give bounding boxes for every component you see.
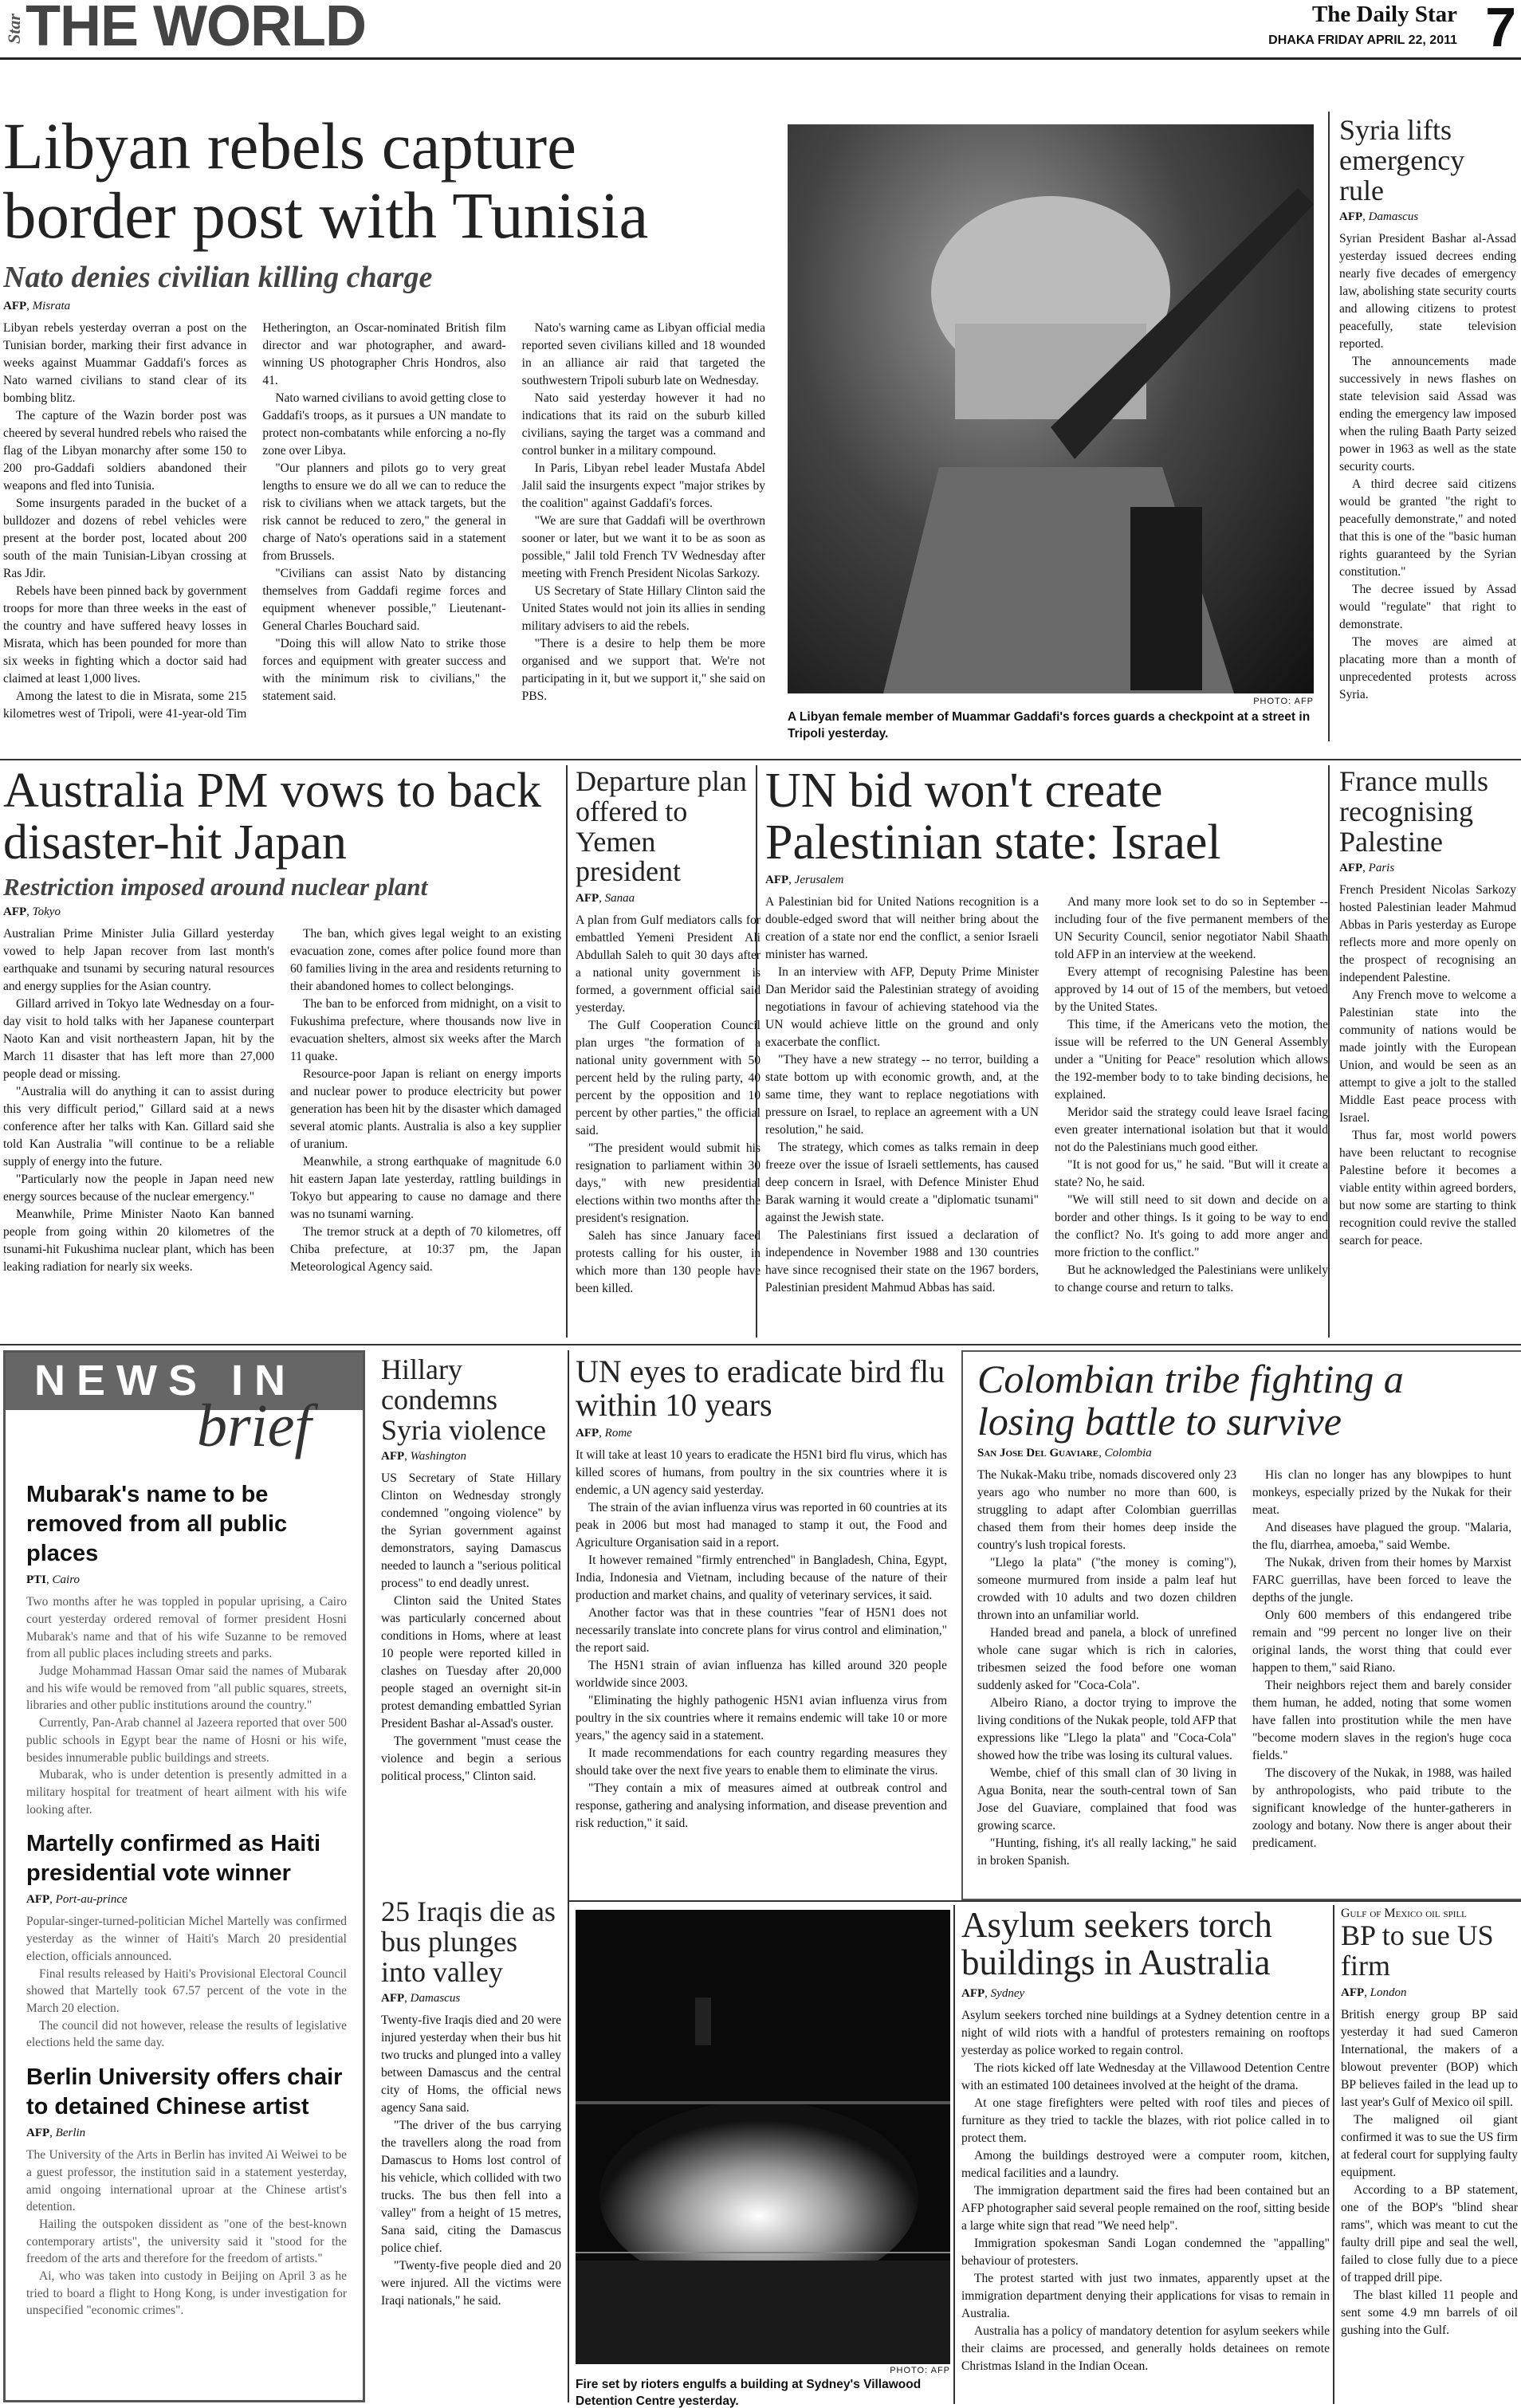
paragraph: Mubarak, who is under detention is presently admitted in a military hospital for treatment of heart ailment with his wife looking after. (26, 1768, 347, 1817)
paragraph: "We are sure that Gaddafi will be overthrown sooner or later, but we want it to be as soon as possible," Jalil told French TV Wednesday after meeting with French President Nicolas Sarkozy. (521, 514, 765, 581)
yemen-headline: Departure plan offered to Yemen president (576, 767, 747, 888)
paragraph: French President Nicolas Sarkozy hosted Palestinian leader Mahmud Abbas in Paris yesterday as Europe reflects more and more openly on the prospect of recognising an independent Palestine. (1339, 883, 1516, 985)
brief-item-byline: PTI, Cairo (26, 1573, 80, 1587)
photo-libya-caption: A Libyan female member of Muammar Gaddafi's forces guards a checkpoint at a street in Tripoli yesterday. (788, 710, 1311, 740)
paragraph: Currently, Pan-Arab channel al Jazeera reported that over 500 public schools in Egypt bear the name of Hosni or his wife, besides innumerable public buildings and streets. (26, 1716, 347, 1765)
paragraph: The riots kicked off late Wednesday at the Villawood Detention Centre with an estimated 100 detainees involved at the height of the drama. (961, 2060, 1330, 2092)
syria-story (1339, 116, 1516, 753)
paragraph: Hailing the outspoken dissident as "one of the best-known contemporary artists", the university said it "stood for the freedom of the arts and therefore for the freedom of artists." (26, 2217, 347, 2266)
bp-body (1341, 2006, 1518, 2339)
paragraph: Meanwhile, Prime Minister Naoto Kan banned people from going within 20 kilometres of the tsunami-hit Fukushima nuclear plant, which has been leaking radiation for nearly six weeks. (3, 1208, 274, 1275)
paragraph: The H5N1 strain of avian influenza has killed around 320 people worldwide since 2003. (576, 1659, 947, 1690)
side-logo: Star (4, 14, 24, 44)
paragraph: Final results released by Haiti's Provisional Electoral Council showed that Martelly took 67.57 percent of the vote in the March 20 election. (26, 1966, 347, 2015)
rule-v4 (1328, 765, 1330, 1338)
brief-item (26, 1480, 347, 1818)
paragraph: "We will still need to sit down and decide on a border and other things. Is it going to be way to end the conflict? No. It's going to add more anger and more friction to the conflict." (1055, 1193, 1328, 1260)
rule-v3 (756, 765, 757, 1338)
australia-byline: AFP, Tokyo (3, 905, 61, 919)
paragraph: Judge Mohammad Hassan Omar said the names of Mubarak and his wife would be removed from "all public squares, streets, libraries and other public institutions around the country." (26, 1664, 347, 1713)
paragraph: The Nukak-Maku tribe, nomads discovered only 23 years ago who number no more than 600, is struggling to adapt after Colombian guerrillas chased them from their homes deep inside the country's lush tropical forests. (977, 1468, 1236, 1552)
paragraph: "The president would submit his resignation to parliament within 30 days," with new presidential elections within two months after the president's resignation. (576, 1141, 760, 1226)
birdflu-headline: UN eyes to eradicate bird flu within 10 years (576, 1355, 945, 1423)
photo-libya-credit: PHOTO: AFP (1253, 697, 1314, 706)
rule-v6 (953, 1905, 955, 2404)
birdflu-byline: AFP, Rome (576, 1427, 632, 1440)
paragraph: The decree issued by Assad would "regulate" that right to demonstrate. (1339, 583, 1516, 632)
paragraph: The capture of the Wazin border post was cheered by several hundred rebels who raised the flag of the Libyan monarchy after some 150 to 200 pro-Gaddafi soldiers abandoned their weapons and fled into Tunisia. (3, 409, 247, 493)
brief-item-byline: AFP, Berlin (26, 2127, 86, 2140)
paragraph: Clinton said the United States was particularly concerned about conditions in Homs, where at least 10 people were reported killed in clashes on Tuesday after 20,000 people staged an overnight sit-in protest demanding embattled Syrian President Bashar al-Assad's ouster. (381, 1594, 561, 1731)
rule-v7 (1333, 1905, 1334, 2404)
libya-byline: AFP, Misrata (3, 300, 71, 313)
brief-item-headline: Martelly confirmed as Haiti presidential vote winner (26, 1831, 321, 1887)
paragraph: "It is not good for us," he said. "But will it create a state? No, he said. (1055, 1158, 1328, 1190)
syria-body (1339, 230, 1516, 704)
paragraph: US Secretary of State Hillary Clinton on Wednesday strongly condemned "ongoing violence" by the Syrian government against demonstrators, saying Damascus needed to launch a "serious political process" to end deadly unrest. (381, 1471, 561, 1591)
paragraph: Australian Prime Minister Julia Gillard yesterday vowed to help Japan recover from last month's earthquake and tsunami by securing natural resources and energy supplies for the Asian country. (3, 927, 274, 994)
paragraph: Another factor was that in these countries "fear of H5N1 does not necessarily translate into concrete plans for virus control and elimination," the report said. (576, 1606, 947, 1655)
libya-story (3, 112, 765, 749)
paragraph: According to a BP statement, one of the BOP's "blind shear rams", which was meant to cut the faulty drill pipe and seal the well, failed to close fully due to a piece of trapped drill pipe. (1341, 2182, 1518, 2284)
paragraph: The University of the Arts in Berlin has invited Ai Weiwei to be a guest professor, the institution said in a statement yesterday, amid ongoing international uproar at the Chinese artist's detention. (26, 2148, 347, 2214)
paragraph: It will take at least 10 years to eradicate the H5N1 bird flu virus, which has killed scores of humans, from poultry in the six countries where it is endemic, a UN agency said yesterday. (576, 1448, 947, 1497)
paragraph: Saleh has since January faced protests calling for his ouster, in which more than 130 people have been killed. (576, 1229, 760, 1296)
photo-sydney-image (576, 1910, 950, 2364)
section-title: THE WORLD (26, 0, 366, 57)
paragraph: The Nukak, driven from their homes by Marxist FARC guerrillas, have been forced to leave the depths of the jungle. (1252, 1556, 1511, 1605)
paragraph: Wembe, chief of this small clan of 30 living in Agua Bonita, near the south-central town of San Jose del Guaviare, complained that food was growing scarce. (977, 1766, 1236, 1833)
paragraph: The announcements made successively in news flashes on state television said Assad was ending the emergency law imposed when the ruling Baath Party seized power in 1963 as well as the state security courts. (1339, 355, 1516, 474)
news-in-brief (3, 1350, 365, 2402)
brief-title-top: NEWS IN (34, 1357, 297, 1404)
paragraph: Ai, who was taken into custody in Beijing on April 3 as he tried to board a flight to Hong Kong, is under investigation for unspecified "economic crimes". (26, 2269, 347, 2318)
paragraph: The immigration department said the fires had been contained but an AFP photographer said several people remained on the roof, sitting beside a large white sign that read "We need help". (961, 2183, 1330, 2233)
brief-item (26, 1829, 347, 2052)
paragraph: Nato's warning came as Libyan official media reported seven civilians killed and 18 wounded in an alliance air raid that targeted the southwestern Tripoli suburb late on Wednesday. (521, 321, 765, 388)
paragraph: "Particularly now the people in Japan need new energy sources because of the nuclear emergency." (3, 1173, 274, 1204)
paragraph: It made recommendations for each country regarding measures they should take over the next five years to enable them to eliminate the virus. (576, 1746, 947, 1778)
bp-story (1341, 1907, 1518, 2406)
palestine-headline: UN bid won't create Palestinian state: Israel (765, 765, 1221, 870)
paragraph: Immigration spokesman Sandi Logan condemned the "appalling" behaviour of protesters. (961, 2236, 1330, 2268)
paragraph: Asylum seekers torched nine buildings at a Sydney detention centre in a night of wild riots with a handful of protesters remaining on rooftops yesterday as police worked to regain control. (961, 2008, 1330, 2057)
paragraph: The Palestinians first issued a declaration of independence in November 1988 and 130 countries have since recognised their state on the 1967 borders, Palestinian president Mahmud Abbas has said. (765, 1228, 1039, 1295)
hillary-byline: AFP, Washington (381, 1450, 466, 1463)
yemen-byline: AFP, Sanaa (576, 892, 635, 905)
paragraph: It however remained "firmly entrenched" in Bangladesh, China, Egypt, India, Indonesia and Vietnam, including because of the nature of their production and market chains, and quality of veterinary services, it said. (576, 1554, 947, 1602)
paper-name: The Daily Star (1311, 2, 1457, 27)
masthead (0, 0, 1521, 57)
australia-body (3, 925, 561, 1332)
france-byline: AFP, Paris (1339, 862, 1395, 875)
paragraph: But he acknowledged the Palestinians were unlikely to change course and return to talks. (1055, 1263, 1328, 1295)
france-body (1339, 882, 1516, 1250)
paragraph: A third decree said citizens would be granted "the right to peacefully demonstrate," and noted that this is one of the "basic human rights guaranteed by the Syrian constitution." (1339, 477, 1516, 579)
paragraph: "They contain a mix of measures aimed at outbreak control and response, gathering and analysing information, and disease prevention and risk reduction," it said. (576, 1781, 947, 1830)
paragraph: The government "must cease the violence and begin a serious political process," Clinton said. (381, 1734, 561, 1784)
photo-sydney (576, 1910, 950, 2364)
paragraph: US Secretary of State Hillary Clinton said the United States would not join its allies in sending military advisers to aid the rebels. (521, 584, 765, 634)
paragraph: In Paris, Libyan rebel leader Mustafa Abdel Jalil said the insurgents expect "major strikes by the coalition" against Gaddafi's forces. (521, 462, 765, 511)
birdflu-story (576, 1355, 947, 1897)
paragraph: Albeiro Riano, a doctor trying to improve the living conditions of the Nukak people, told AFP that expressions like "Llego la plata" and "Coca-Cola" showed how the tribe was losing its cultural values. (977, 1696, 1236, 1762)
asylum-headline: Asylum seekers torch buildings in Australia (961, 1907, 1272, 1983)
paragraph: The blast killed 11 people and sent some 4.9 mn barrels of oil gushing into the Gulf. (1341, 2288, 1518, 2337)
paragraph: The ban, which gives legal weight to an existing evacuation zone, comes after police found more than 60 families living in the area and residents returning to their abandoned homes to collect belongings. (290, 927, 561, 994)
brief-title-bottom: brief (197, 1393, 312, 1459)
paragraph: Gillard arrived in Tokyo late Wednesday on a four-day visit to hold talks with her Japanese counterpart Naoto Kan and visit northeastern Japan, hit by the March 11 disaster that has left more than 27,000 people dead or missing. (3, 997, 274, 1082)
rule-v2 (566, 765, 568, 1338)
paragraph: Their neighbors reject them and barely consider them human, he added, noting that some women have fallen into prostitution while the men have "become modern slaves in the region's huge coca fields." (1252, 1679, 1511, 1762)
yemen-body (576, 912, 760, 1298)
paragraph: Meridor said the strategy could leave Israel facing even greater international isolation but that it would not do the Palestinians much good either. (1055, 1106, 1328, 1155)
paragraph: Only 600 members of this endangered tribe remain and "99 percent no longer live on their original lands, the worst thing that could ever happen to them," said Riano. (1252, 1609, 1511, 1675)
rule-h3 (568, 1900, 1521, 1902)
paragraph: Rebels have been pinned back by government troops for more than three weeks in the east of the country and have suffered heavy losses in Misrata, which has been pounded for more than six weeks in fighting which a doctor said had claimed at least 1,000 lives. (3, 584, 247, 686)
paragraph: Among the latest to die in Misrata, some 215 kilometres west of Tripoli, were 41-year-old Tim Hetherington, an Oscar-nominated British film director and war photographer, and award-winning US photographer Chris Hondros, also 41. (3, 321, 506, 721)
asylum-body (961, 2007, 1330, 2375)
brief-item-body (26, 1593, 347, 1818)
paragraph: "Hunting, fishing, it's all really lacking," he said in broken Spanish. (977, 1836, 1236, 1868)
date-line: DHAKA FRIDAY APRIL 22, 2011 (1268, 33, 1457, 47)
syria-byline: AFP, Damascus (1339, 210, 1419, 224)
paragraph: "Eliminating the highly pathogenic H5N1 avian influenza virus from poultry in the six countries where it remains endemic will take 10 or more years," the agency said in a statement. (576, 1694, 947, 1742)
paragraph: "Australia will do anything it can to assist during this very difficult period," Gillard said at a news conference after her talks with Kan. Gillard said she told Kan Australia "will continue to be a reliable supply of energy into the future. (3, 1085, 274, 1169)
brief-item-body (26, 1913, 347, 2052)
yemen-story (576, 767, 760, 1341)
paragraph: "Civilians can assist Nato by distancing themselves from Gaddafi regime forces and equipment whenever possible," Lieutenant-General Charles Bouchard said. (262, 567, 506, 634)
paragraph: Libyan rebels yesterday overran a post on the Tunisian border, marking their first advance in weeks against Muammar Gaddafi's forces as Nato warned civilians to stand clear of its bombing blitz. (3, 321, 247, 406)
brief-item-headline: Berlin University offers chair to detained Chinese artist (26, 2064, 343, 2120)
paragraph: The maligned oil giant confirmed it was to sue the US firm at federal court for supplying faulty equipment. (1341, 2112, 1518, 2179)
australia-subhead: Restriction imposed around nuclear plant (3, 873, 428, 902)
bp-byline: AFP, London (1341, 1986, 1407, 1999)
rule-h1 (0, 759, 1521, 760)
bp-headline: BP to sue US firm (1341, 1919, 1494, 1982)
paragraph: Nato warned civilians to avoid getting close to Gaddafi's troops, as it pursues a UN mandate to protect non-combatants while enforcing a no-fly zone over Libya. (262, 391, 506, 458)
paragraph: "They have a new strategy -- no terror, building a state bottom up with economic growth, and, at the same time, they want to replace negotiations with pressure on Israel, to replace an agreement with a UN resolution," he said. (765, 1053, 1039, 1137)
colombia-headline: Colombian tribe fighting a losing battle to survive (977, 1357, 1404, 1444)
brief-items (26, 1480, 347, 2320)
paragraph: Thus far, most world powers have been reluctant to recognise Palestine before it becomes a viable entity within agreed borders, but now some are starting to think recognition could revive the stalled search for peace. (1339, 1129, 1516, 1248)
paragraph: Some insurgents paraded in the bucket of a bulldozer and dozens of rebel vehicles were present at the border post, located about 200 south of the main Tunisian-Libyan crossing at Ras Jdir. (3, 497, 247, 581)
paragraph: Handed bread and panela, a block of unrefined whole cane sugar which is rich in calories, tribesmen seized the food before one woman suddenly asked for "Coca-Cola". (977, 1626, 1236, 1692)
colombia-body (977, 1467, 1511, 1897)
iraq-body (381, 2012, 561, 2310)
rule-h2 (0, 1344, 1521, 1345)
paragraph: Among the buildings destroyed were a computer room, kitchen, medical facilities and a laundry. (961, 2148, 1330, 2180)
australia-headline: Australia PM vows to back disaster-hit Japan (3, 765, 542, 870)
hillary-story (381, 1355, 561, 1897)
australia-story (3, 765, 561, 1339)
paragraph: Australia has a policy of mandatory detention for asylum seekers while their claims are processed, and generally holds detainees on remote Christmas Island in the Indian Ocean. (961, 2324, 1330, 2373)
paragraph: Two months after he was toppled in popular uprising, a Cairo court yesterday ordered removal of former president Hosni Mubarak's name and that of his wife Suzanne to be removed from all public places including streets and parks. (26, 1595, 347, 1661)
paragraph: Resource-poor Japan is reliant on energy imports and nuclear power to produce electricity but power generation has been hit by the disaster which damaged several atomic plants. Australia is also a key supplier of uranium. (290, 1067, 561, 1152)
paragraph: The Gulf Cooperation Council plan urges "the formation of a national unity government with 50 percent held by the ruling party, 40 percent by the opposition and 10 percent by other parties," the official said. (576, 1019, 760, 1138)
paragraph: In an interview with AFP, Deputy Prime Minister Dan Meridor said the Palestinian strategy of avoiding negotiations in favour of achieving statehood via the UN would achieve little on the ground and only exacerbate the conflict. (765, 965, 1039, 1050)
photo-sydney-caption: Fire set by rioters engulfs a building at Sydney's Villawood Detention Centre yesterday. (576, 2378, 922, 2408)
paragraph: The moves are aimed at placating more than a month of unprecedented protests across Syria. (1339, 635, 1516, 702)
paragraph: The strategy, which comes as talks remain in deep freeze over the issue of Israeli settlements, has caused deep concern in Israel, with Defence Minister Ehud Barak warning it would create a "diplomatic tsunami" against the Jewish state. (765, 1141, 1039, 1225)
paragraph: "Our planners and pilots go to very great lengths to ensure we do all we can to reduce the risk to civilians when we attack targets, but the risk cannot be reduced to zero," the general in charge of Nato's operations said in a statement from Brussels. (262, 462, 506, 564)
paragraph: A Palestinian bid for United Nations recognition is a double-edged sword that will neither bring about the creation of a state nor end the conflict, a senior Israeli minister has warned. (765, 895, 1039, 962)
paragraph: "Doing this will allow Nato to strike those forces and equipment with greater success and with the minimum risk to civilians," the statement said. (262, 637, 506, 704)
paragraph: Twenty-five Iraqis died and 20 were injured yesterday when their bus hit two trucks and plunged into a valley between Damascus and the central city of Homs, the official news agency Sana said. (381, 2013, 561, 2115)
brief-item (26, 2063, 347, 2320)
paragraph: And diseases have plagued the group. "Malaria, the flu, diarrhea, amoeba," said Wembe. (1252, 1521, 1511, 1552)
paragraph: "There is a desire to help them be more organised and we support that. We're not participating in it, but we support it," she said on PBS. (521, 637, 765, 704)
paragraph: His clan no longer has any blowpipes to hunt monkeys, especially prized by the Nukak for their meat. (1252, 1468, 1511, 1517)
paragraph: "Twenty-five people died and 20 were injured. All the victims were Iraqi nationals," he said. (381, 2259, 561, 2308)
page-number: 7 (1485, 0, 1516, 57)
paragraph: The tremor struck at a depth of 70 kilometres, off Chiba prefecture, at 10:37 pm, the Japan Meteorological Agency said. (290, 1225, 561, 1275)
syria-headline: Syria lifts emergency rule (1339, 116, 1465, 206)
iraq-byline: AFP, Damascus (381, 1992, 461, 2005)
hillary-body (381, 1470, 561, 1785)
brief-item-headline: Mubarak's name to be removed from all public places (26, 1482, 288, 1567)
photo-libya-image (788, 124, 1314, 693)
asylum-byline: AFP, Sydney (961, 1986, 1025, 2000)
libya-headline: Libyan rebels capture border post with Tunisia (3, 112, 649, 253)
hillary-headline: Hillary condemns Syria violence (381, 1355, 546, 1446)
paragraph: This time, if the Americans veto the motion, the issue will be referred to the UN General Assembly under a "Uniting for Peace" resolution which allows the 192-member body to to take binding decisions, he explained. (1055, 1018, 1328, 1102)
colombia-byline: San Jose Del Guaviare, Colombia (977, 1447, 1152, 1459)
paragraph: The discovery of the Nukak, in 1988, was hailed by anthropologists, who paid tribute to the significant knowledge of the hunter-gatherers in zoology and botany. Now there is anger about their predicament. (1252, 1766, 1511, 1850)
rule-v1 (1328, 112, 1330, 741)
paragraph: Any French move to welcome a Palestinian state into the community of nations would be made jointly with the European Union, and would be seen as an attempt to give a jolt to the stalled Middle East peace process with Israel. (1339, 988, 1516, 1125)
paragraph: Meanwhile, a strong earthquake of magnitude 6.0 hit eastern Japan late yesterday, rattling buildings in Tokyo but appearing to cause no damage and there was no tsunami warning. (290, 1155, 561, 1222)
palestine-story (765, 765, 1328, 1339)
rule-v5 (568, 1350, 569, 2402)
libya-body (3, 320, 765, 749)
bp-kicker: Gulf of Mexico oil spill (1341, 1907, 1467, 1920)
asylum-story (961, 1907, 1330, 2406)
brief-item-body (26, 2147, 347, 2320)
colombia-story (961, 1350, 1521, 1900)
brief-item-byline: AFP, Port-au-prince (26, 1893, 128, 1907)
birdflu-body (576, 1447, 947, 1833)
photo-sydney-credit: PHOTO: AFP (890, 2366, 950, 2375)
photo-libya (788, 124, 1314, 693)
paragraph: A plan from Gulf mediators calls for embattled Yemeni President Ali Abdullah Saleh to quit 30 days after a national unity government is formed, a government official said yesterday. (576, 913, 760, 1015)
paragraph: Nato said yesterday however it had no indications that its raid on the suburb killed civilians, saying the target was a command and control bunker in a military compound. (521, 391, 765, 458)
palestine-body (765, 894, 1328, 1339)
paragraph: "The driver of the bus carrying the travellers along the road from Damascus to Homs lost control of his vehicle, which collided with two trucks. The bus then fell into a valley" from a height of 15 metres, Sana said, citing the Damascus police chief. (381, 2119, 561, 2256)
paragraph: The strain of the avian influenza virus was reported in 60 countries at its peak in 2006 but most had managed to stamp it out, the Food and Agriculture Organisation said in a report. (576, 1501, 947, 1550)
france-story (1339, 767, 1516, 1341)
paragraph: At one stage firefighters were pelted with roof tiles and pieces of furniture as they tried to tackle the blazes, with riot police called in to protect them. (961, 2096, 1330, 2145)
paragraph: Popular-singer-turned-politician Michel Martelly was confirmed yesterday as the winner of Haiti's March 20 presidential election, officials announced. (26, 1915, 347, 1963)
paragraph: Every attempt of recognising Palestine has been approved by 14 out of 15 of the members, but vetoed by the United States. (1055, 965, 1328, 1015)
iraq-story (381, 1897, 561, 2399)
libya-subhead: Nato denies civilian killing charge (3, 261, 433, 295)
paragraph: The council did not however, release the results of legislative elections held the same day. (26, 2018, 347, 2050)
france-headline: France mulls recognising Palestine (1339, 767, 1488, 858)
paragraph: Syrian President Bashar al-Assad yesterday issued decrees ending nearly five decades of emergency law, abolishing state security courts and allowing citizens to protest peacefully, state television reported. (1339, 232, 1516, 352)
paragraph: "Llego la plata" ("the money is coming"), someone murmured from inside a palm leaf hut crowded with 10 adults and two dozen children thrown into an unfamiliar world. (977, 1556, 1236, 1622)
iraq-headline: 25 Iraqis die as bus plunges into valley (381, 1897, 556, 1988)
paragraph: And many more look set to do so in September -- including four of the five permanent members of the UN Security Council, senior negotiator Nabil Shaath told AFP in an interview at the weekend. (1055, 895, 1328, 962)
palestine-byline: AFP, Jerusalem (765, 874, 844, 887)
paragraph: British energy group BP said yesterday it had sued Cameron International, the makers of a blowout preventer (BOP) which BP believes failed in the lead up to last year's Gulf of Mexico oil spill. (1341, 2007, 1518, 2109)
paragraph: The protest started with just two inmates, apparently upset at the immigration department denying their applications for visas to remain in Australia. (961, 2271, 1330, 2320)
masthead-rule (0, 57, 1521, 60)
paragraph: The ban to be enforced from midnight, on a visit to Fukushima prefecture, where thousands now live in evacuation shelters, almost six weeks after the March 11 quake. (290, 997, 561, 1064)
